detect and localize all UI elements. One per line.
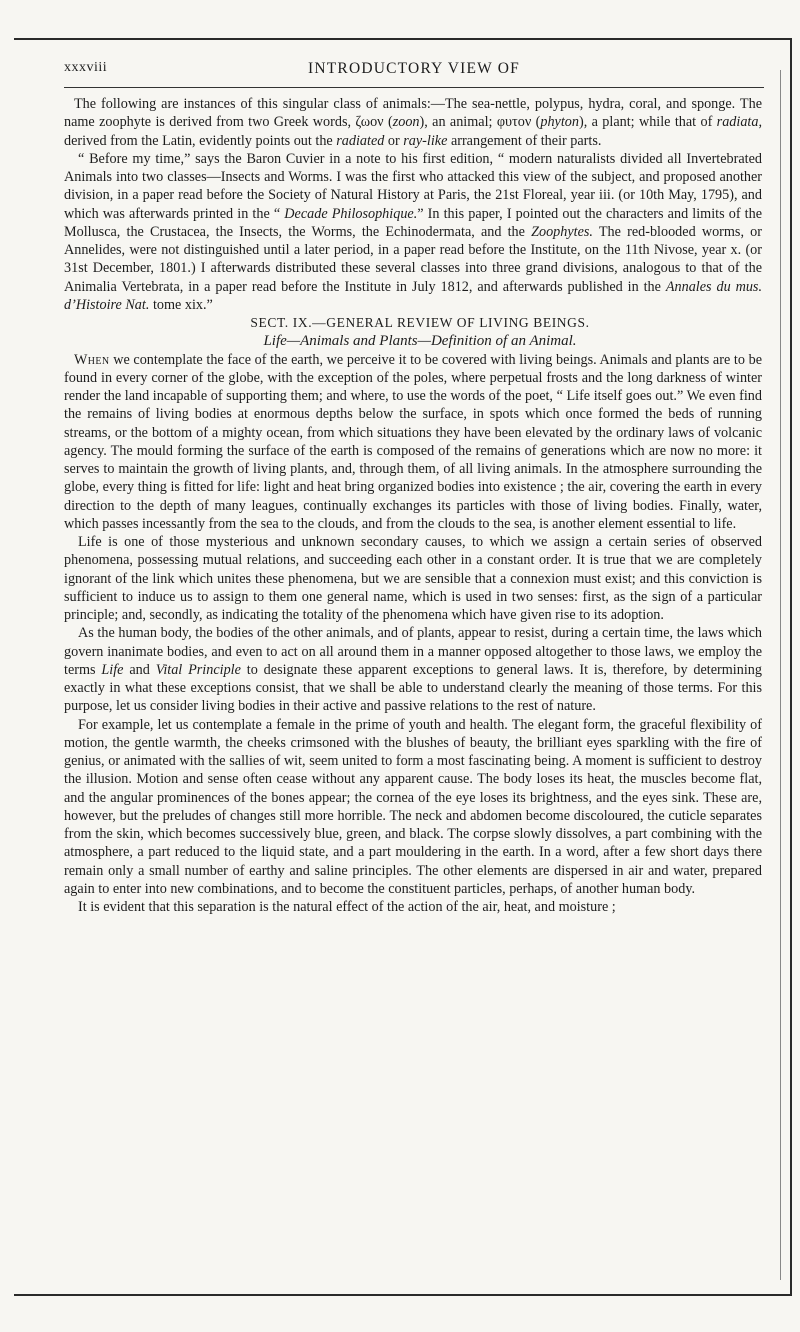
transliteration-phyton: phyton xyxy=(540,114,579,131)
paragraph-zoophytes xyxy=(64,95,762,150)
text-run: derived from the Latin, evidently points out the xyxy=(64,132,337,149)
text-run: or xyxy=(384,132,404,149)
paragraph-vital-principle xyxy=(64,624,762,715)
italic-term: radiated xyxy=(336,132,385,149)
text-run: ( xyxy=(383,114,393,131)
italic-term: radiata, xyxy=(716,114,762,131)
text-run: ), a plant; while that of xyxy=(578,114,717,131)
paragraph-cuvier-note xyxy=(64,150,762,314)
greek-word-zoon: ζωον xyxy=(355,114,384,131)
text-run: to designate these apparent exceptions to general laws. It is, therefore, by determining exactly in what these exceptions consist, that we shall be able to understand clearly the meaning of those terms. For this purpose, let us consider living bodies in their active and passive relations to the rest of nature. xyxy=(64,661,762,715)
transliteration-zoon: zoon xyxy=(392,114,420,131)
body-text xyxy=(64,95,762,916)
section-title: SECT. IX.—GENERAL REVIEW OF LIVING BEINGS. xyxy=(250,315,590,330)
section-subtitle: Life—Animals and Plants—Definition of an Animal. xyxy=(263,333,577,350)
text-run: we contemplate the face of the earth, we perceive it to be covered with living beings. Animals and plants are to be found in every corner of the globe, with the exception of the poles, where perpetual frosts and the long darkness of winter render the land incapable of supporting them; and where, to use the words of the poet, “ Life itself goes out.” We even find the remains of living bodies at enormous depths below the surface, in spots which once formed the beds of running streams, or the bottom of a mighty ocean, from which situations they have been elevated by the ordinary laws of volcanic agency. The mould forming the surface of the earth is composed of the remains of generations which are now no more: it serves to maintain the growth of living plants, and, through them, of all living animals. In the atmosphere surrounding the globe, every thing is fitted for life: light and heat bring organized bodies into existence ; the air, covering the earth in every direction to the depth of many leagues, continually exchanges its particles with those of living bodies. Finally, water, which passes incessantly from the sea to the clouds, and from the clouds to the sea, is another element essential to life. xyxy=(64,351,762,532)
running-head: INTRODUCTORY VIEW OF xyxy=(307,60,521,77)
italic-term: Life xyxy=(101,661,124,678)
italic-term: Vital Principle xyxy=(155,661,241,678)
italic-title: Annales du mus. d’Histoire Nat. xyxy=(64,278,762,313)
page-frame-bottom-rule xyxy=(14,1294,792,1296)
page-header xyxy=(64,60,764,84)
italic-term: Zoophytes. xyxy=(531,223,593,240)
text-run: “ Before my time,” says the Baron Cuvier in a note to his first edition, “ modern naturalists divided all Invertebrated Animals into two classes—Insects and Worms. I was the first who attacked this view of the subject, and proposed another division, in a paper read before the Society of Natural History at Paris, the 21st Floreal, year iii. (or 10th May, 1795), and which was afterwards printed in the “ xyxy=(64,150,762,222)
text-run: and xyxy=(123,661,156,678)
paragraph-separation: It is evident that this separation is the natural effect of the action of the air, heat, and moisture ; xyxy=(78,899,616,915)
page-number: xxxviii xyxy=(64,60,108,75)
text-run: The following are instances of this singular class of animals:—The sea-nettle, polypus, hydra, coral, and sponge. The name zoophyte is derived from two Greek words, xyxy=(64,96,762,131)
text-run: ” In this paper, I pointed out the characters and limits of the Mollusca, the Crustacea, the Insects, the Worms, the Echinodermata, and the xyxy=(64,205,762,240)
text-run: As the human body, the bodies of the other animals, and of plants, appear to resist, during a certain time, the laws which govern inanimate bodies, and even to act on all around them in a manner opposed altogether to those laws, we employ the terms xyxy=(64,625,762,678)
text-run: The red-blooded worms, or Annelides, were not distinguished until a later period, in a paper read before the Institute, on the 11th Nivose, year x. (or 31st December, 1801.) I afterwards distributed these several classes into three grand divisions, analogous to that of the Animalia Vertebrata, in a paper read before the Institute in July 1812, and afterwards published in the xyxy=(64,223,762,295)
text-run: tome xix.” xyxy=(149,296,213,313)
page-frame-top-rule xyxy=(14,38,792,40)
lead-word: When xyxy=(74,351,110,368)
paragraph-life-definition: Life is one of those mysterious and unknown secondary causes, to which we assign a certain series of observed phenomena, possessing mutual relations, and succeeding each other in a constant order. It is true that we are completely ignorant of the link which unites these phenomena, but we are sensible that a connexion must exist; and this conviction is sufficient to induce us to assign to them one general name, which is used in two senses: first, as the sign of a particular principle; and, secondly, as indicating the totality of the phenomena which have given rise to its adoption. xyxy=(64,534,762,623)
header-rule xyxy=(64,87,764,88)
text-run: arrangement of their parts. xyxy=(447,132,602,149)
page-frame-right-rule xyxy=(790,38,792,1294)
greek-word-phyton: φυτον xyxy=(496,114,532,131)
italic-title: Decade Philosophique. xyxy=(284,205,418,222)
text-run: ( xyxy=(531,114,541,131)
italic-term: ray-like xyxy=(403,132,448,149)
text-run: ), an animal; xyxy=(419,114,497,131)
paragraph-example: For example, let us contemplate a female in the prime of youth and health. The elegant form, the graceful flexibility of motion, the gentle warmth, the cheeks crimsoned with the blushes of beauty, the brilliant eyes sparkling with the fire of genius, or animated with the sallies of wit, seem united to form a most fascinating being. A moment is sufficient to destroy the illusion. Motion and sense often cease without any apparent cause. The body loses its heat, the muscles become flat, and the angular prominences of the bones appear; the cornea of the eye loses its brightness, and the eyes sink. These are, however, but the preludes of changes still more horrible. The neck and abdomen become discoloured, the cuticle separates from the skin, which becomes successively blue, green, and black. The corpse slowly dissolves, a part combining with the atmosphere, a part reduced to the liquid state, and a part mouldering in the earth. In a word, after a few short days there remain only a small number of earthy and saline principles. The other elements are dispersed in air and water, prepared again to enter into new combinations, and to become the constituent particles, perhaps, of another human body. xyxy=(64,716,762,897)
page-frame-inner-rule xyxy=(780,70,781,1280)
paragraph-living-beings xyxy=(64,351,762,534)
